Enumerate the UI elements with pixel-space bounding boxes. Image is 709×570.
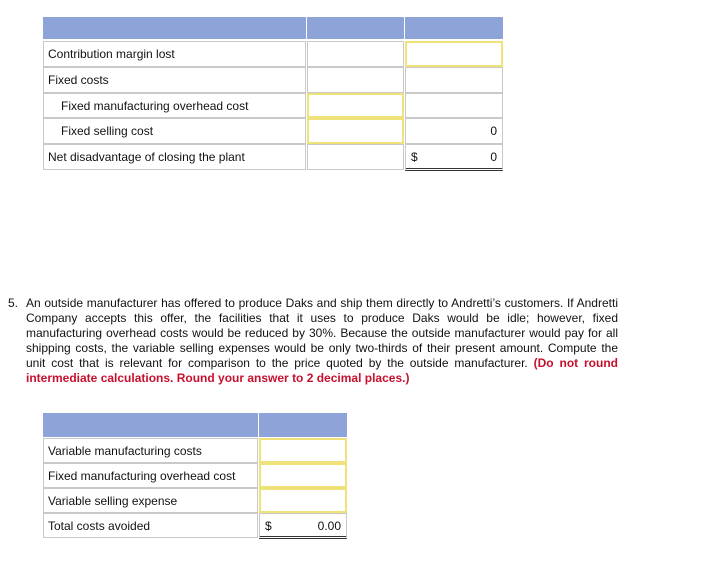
currency-symbol: $ <box>265 519 272 533</box>
row-label-total-avoided: Total costs avoided <box>43 513 258 538</box>
currency-symbol: $ <box>411 150 418 164</box>
net-disadvantage-total-cell <box>405 144 503 171</box>
row-label-contribution-margin-lost: Contribution margin lost <box>43 41 306 67</box>
question-text: An outside manufacturer has offered to produce Daks and ship them directly to Andretti’s customers. If Andretti Company accepts this offer, the facilities that it uses to produce Daks would be idle; however, fixed manufacturing overhead costs would be reduced by 30%. Because the outside manufacturer would pay for all shipping costs, the variable selling expenses would be only two-thirds of their present amount. Compute the unit cost that is relevant for comparison to the price quoted by the outside manufacturer. <box>26 296 618 370</box>
fixed-mfg-overhead-avoided-input[interactable] <box>259 463 347 488</box>
empty-cell <box>307 67 404 93</box>
row-label-fixed-mfg-overhead: Fixed manufacturing overhead cost <box>43 93 306 118</box>
net-disadvantage-value: 0 <box>490 150 497 164</box>
question-instruction: (Do not round intermediate calculations. Round your answer to 2 decimal places.) <box>26 356 618 385</box>
question-number: 5. <box>8 296 19 310</box>
fixed-mfg-overhead-input[interactable] <box>307 93 404 118</box>
variable-selling-input[interactable] <box>259 488 347 513</box>
empty-cell <box>307 41 404 67</box>
row-label-fixed-costs: Fixed costs <box>43 67 306 93</box>
question-body <box>26 296 618 386</box>
fixed-selling-value: 0 <box>405 118 503 144</box>
table-header-cell <box>43 413 258 437</box>
contribution-margin-lost-input[interactable] <box>405 41 503 67</box>
total-avoided-cell <box>259 513 347 539</box>
empty-cell <box>405 67 503 93</box>
fixed-selling-input[interactable] <box>307 118 404 144</box>
table-header-cell <box>259 413 347 437</box>
row-label-variable-mfg: Variable manufacturing costs <box>43 438 258 463</box>
row-label-variable-selling: Variable selling expense <box>43 488 258 513</box>
table-header-cell <box>307 17 404 39</box>
table-header-cell <box>405 17 503 39</box>
row-label-fixed-selling: Fixed selling cost <box>43 118 306 144</box>
variable-mfg-input[interactable] <box>259 438 347 463</box>
table-header-cell <box>43 17 306 39</box>
row-label-net-disadvantage: Net disadvantage of closing the plant <box>43 144 306 170</box>
empty-cell <box>307 144 404 170</box>
empty-cell <box>405 93 503 118</box>
total-avoided-value: 0.00 <box>317 519 341 533</box>
row-label-fixed-mfg-overhead: Fixed manufacturing overhead cost <box>43 463 258 488</box>
